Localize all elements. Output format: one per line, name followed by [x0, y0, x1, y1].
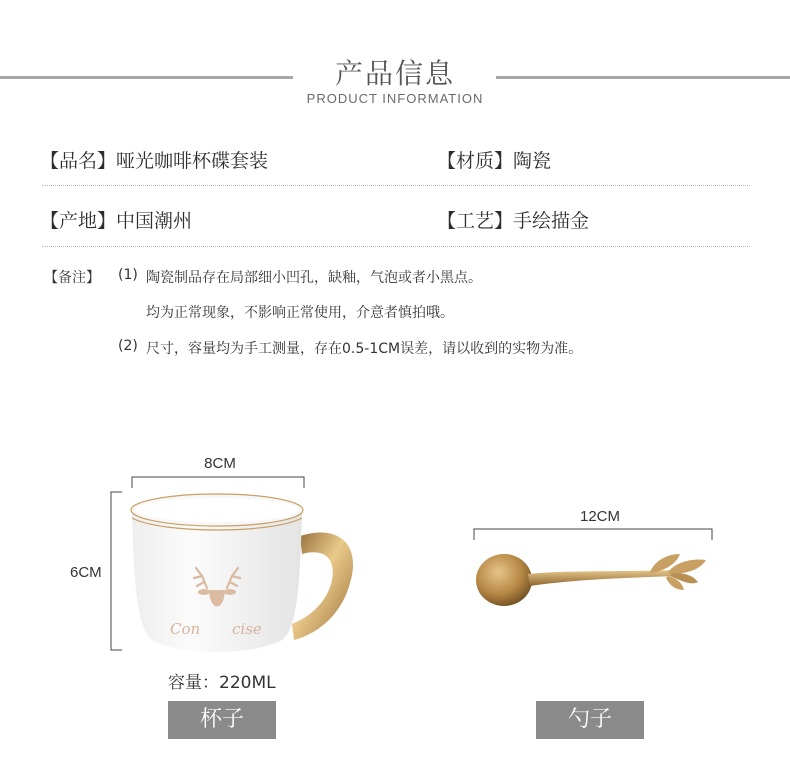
note-2-number: (2): [118, 338, 138, 354]
cup-capacity: 容量：220ML: [168, 673, 276, 693]
cup-print-left: Con: [170, 620, 201, 638]
product-craft: 【工艺】手绘描金: [437, 210, 590, 232]
info-divider-2: [42, 246, 750, 247]
page-subtitle: PRODUCT INFORMATION: [306, 91, 484, 106]
cup-illustration: [122, 488, 362, 658]
cup-label: 杯子: [168, 701, 276, 739]
spoon-illustration: [470, 540, 720, 630]
notes-label: 【备注】: [44, 270, 100, 286]
cup-height-label: 6CM: [70, 564, 102, 581]
info-divider-1: [42, 185, 750, 186]
cup-print-right: cise: [232, 620, 262, 638]
product-origin: 【产地】中国潮州: [40, 210, 193, 232]
spoon-label: 勺子: [536, 701, 644, 739]
note-2-line: 尺寸，容量均为手工测量，存在0.5-1CM误差，请以收到的实物为准。: [146, 341, 583, 357]
spoon-length-label: 12CM: [579, 508, 620, 525]
cup-width-label: 8CM: [204, 455, 236, 472]
product-name: 【品名】哑光咖啡杯碟套装: [40, 150, 269, 172]
page-title: 产品信息: [334, 57, 455, 90]
note-1-line-b: 均为正常现象，不影响正常使用，介意者慎拍哦。: [146, 305, 454, 321]
product-material: 【材质】陶瓷: [437, 150, 552, 172]
note-1-line-a: 陶瓷制品存在局部细小凹孔，缺釉，气泡或者小黑点。: [146, 270, 482, 286]
note-1-number: (1): [118, 267, 138, 283]
